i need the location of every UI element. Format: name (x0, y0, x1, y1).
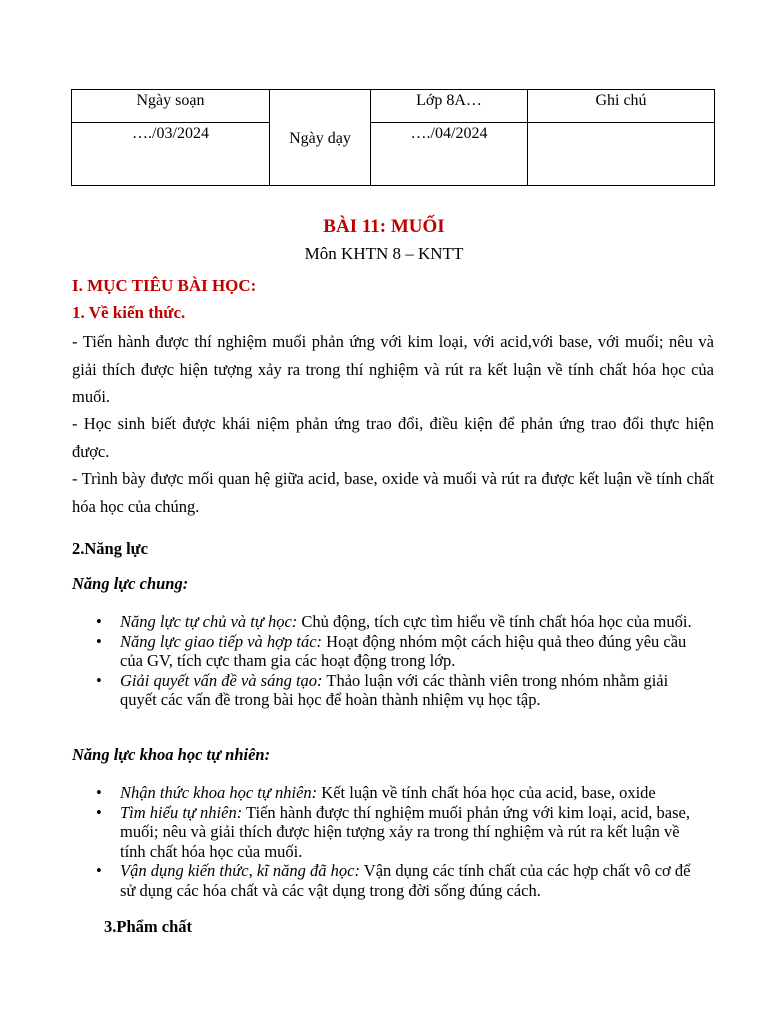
item-label: Nhận thức khoa học tự nhiên: (120, 783, 318, 802)
item-text: Hoạt động nhóm một cách hiệu quả theo đúng yêu cầu của GV, tích cực tham gia các hoạt động trong lớp. (120, 631, 687, 670)
lop-header: Lớp 8A… (371, 90, 528, 123)
general-competency-heading: Năng lực chung: (72, 574, 189, 593)
item-label: Giải quyết vấn đề và sáng tạo: (120, 670, 323, 690)
lesson-title: BÀI 11: MUỐI (323, 216, 445, 237)
ngay-day-value: …./04/2024 (371, 123, 528, 186)
bullet-icon: • (96, 631, 102, 651)
item-text: Kết luận về tính chất hóa học của acid, base, oxide (317, 783, 656, 802)
ghi-chu-value (528, 123, 715, 186)
schedule-table (71, 89, 715, 186)
bullet-icon: • (96, 802, 102, 822)
list-item (0, 861, 706, 900)
bullet-icon: • (96, 612, 102, 631)
bullet-icon: • (96, 670, 102, 690)
list-item (0, 671, 706, 710)
list-item (0, 612, 706, 632)
competency-heading: 2.Năng lực (72, 539, 148, 558)
item-label: Vận dụng kiến thức, kĩ năng đã học: (120, 861, 360, 880)
knowledge-paragraph-3: - Trình bày được mối quan hệ giữa acid, base, oxide và muối và rút ra được kết luận về tính chất hóa học của chúng. (72, 469, 714, 516)
knowledge-paragraph-2: - Học sinh biết được khái niệm phản ứng trao đổi, điều kiện để phản ứng trao đổi thực hiện được. (72, 414, 714, 461)
ngay-day-header: Ngày dạy (270, 90, 371, 186)
ghi-chu-header: Ghi chú (528, 90, 715, 123)
qualities-heading: 3.Phẩm chất (104, 917, 192, 936)
item-label: Năng lực tự chủ và tự học: (120, 612, 298, 631)
bullet-icon: • (96, 861, 102, 880)
ngay-soan-header: Ngày soạn (72, 90, 270, 123)
item-text: Tiến hành được thí nghiệm muối phản ứng với kim loại, acid, base, muối; nêu và giải thích được hiện tượng xảy ra trong thí nghiệm và rút ra kết luận về tính chất hóa học của muối. (120, 802, 690, 861)
natural-science-competency-heading: Năng lực khoa học tự nhiên: (72, 745, 271, 764)
ngay-soan-value: …./03/2024 (72, 123, 270, 186)
lesson-subtitle: Môn KHTN 8 – KNTT (304, 244, 464, 263)
knowledge-heading: 1. Về kiến thức. (72, 303, 186, 322)
natural-science-competency-list (0, 783, 706, 900)
item-label: Năng lực giao tiếp và hợp tác: (120, 631, 323, 651)
section-1-heading: I. MỤC TIÊU BÀI HỌC: (72, 276, 257, 295)
item-text: Thảo luận với các thành viên trong nhóm nhằm giải quyết các vấn đề trong bài học để hoàn thành nhiệm vụ học tập. (120, 670, 669, 709)
knowledge-paragraph-1: - Tiến hành được thí nghiệm muối phản ứng với kim loại, với acid,với base, với muối; nêu và giải thích được hiện tượng xảy ra trong thí nghiệm và rút ra kết luận về tính chất hóa học của muối. (72, 332, 714, 406)
general-competency-list (0, 612, 706, 710)
list-item (0, 783, 706, 803)
item-label: Tìm hiểu tự nhiên: (120, 802, 243, 822)
list-item (0, 803, 706, 862)
list-item (0, 632, 706, 671)
bullet-icon: • (96, 783, 102, 802)
item-text: Vận dụng các tính chất của các hợp chất vô cơ để sử dụng các hóa chất và các vật dụng trong đời sống đúng cách. (120, 861, 691, 900)
item-text: Chủ động, tích cực tìm hiểu về tính chất hóa học của muối. (297, 612, 692, 631)
